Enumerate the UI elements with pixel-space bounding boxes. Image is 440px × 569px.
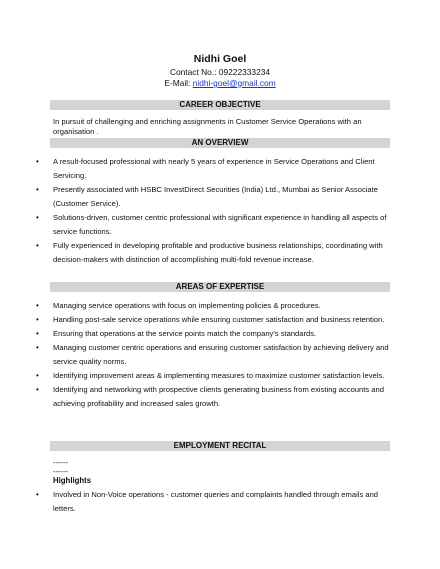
- placeholder-dashes: ------: [53, 458, 69, 467]
- email-label: E-Mail:: [164, 78, 193, 88]
- list-item-text: Identifying and networking with prospective clients generating business from existing accounts and achieving profitability and increased sales growth.: [53, 385, 384, 408]
- overview-list: [0, 155, 390, 267]
- highlights-label: Highlights: [53, 476, 92, 485]
- bullet-icon: •: [36, 315, 39, 324]
- bullet-icon: •: [36, 213, 39, 222]
- bullet-icon: •: [36, 385, 39, 394]
- list-item: [0, 299, 390, 313]
- list-item: [0, 239, 390, 267]
- list-item: [0, 155, 390, 183]
- career-objective-heading: CAREER OBJECTIVE: [50, 100, 390, 110]
- bullet-icon: •: [36, 371, 39, 380]
- list-item-text: Ensuring that operations at the service points match the company's standards.: [53, 329, 317, 338]
- list-item-text: Managing service operations with focus on implementing policies & procedures.: [53, 301, 321, 310]
- placeholder-dashes: ------: [53, 467, 69, 476]
- list-item-text: Fully experienced in developing profitable and productive business relationships, coordinating with decision-makers with distinction of accomplishing multi-fold revenue increase.: [53, 241, 383, 264]
- employment-heading: EMPLOYMENT RECITAL: [50, 441, 390, 451]
- bullet-icon: •: [36, 157, 39, 166]
- list-item: [0, 327, 390, 341]
- list-item-text: Presently associated with HSBC InvestDirect Securities (India) Ltd., Mumbai as Senior Associate (Customer Service).: [53, 185, 378, 208]
- list-item: [0, 211, 390, 239]
- overview-heading: AN OVERVIEW: [50, 138, 390, 148]
- email-link[interactable]: nidhi-goel@gmail.com: [192, 78, 276, 88]
- candidate-name: Nidhi Goel: [193, 53, 247, 65]
- contact-number: Contact No.: 09222333234: [169, 67, 271, 77]
- list-item: [0, 313, 390, 327]
- bullet-icon: •: [36, 301, 39, 310]
- list-item: [0, 383, 390, 411]
- career-objective-text: In pursuit of challenging and enriching assignments in Customer Service Operations with an organisation .: [53, 117, 362, 137]
- bullet-icon: •: [36, 490, 39, 499]
- list-item: [0, 369, 390, 383]
- list-item-text: Solutions-driven, customer centric professional with significant experience in handling all aspects of service functions.: [53, 213, 387, 236]
- bullet-icon: •: [36, 241, 39, 250]
- list-item: [0, 183, 390, 211]
- bullet-icon: •: [36, 343, 39, 352]
- expertise-heading: AREAS OF EXPERTISE: [50, 282, 390, 292]
- list-item-text: Involved in Non-Voice operations - customer queries and complaints handled through emails and letters.: [53, 490, 379, 513]
- list-item-text: Identifying improvement areas & implementing measures to maximize customer satisfaction levels.: [53, 371, 385, 380]
- list-item-text: Managing customer centric operations and ensuring customer satisfaction by achieving delivery and service quality norms.: [53, 343, 389, 366]
- list-item-text: Handling post-sale service operations while ensuring customer satisfaction and business retention.: [53, 315, 385, 324]
- bullet-icon: •: [36, 329, 39, 338]
- list-item-text: A result-focused professional with nearly 5 years of experience in Service Operations and Client Servicing.: [53, 157, 375, 180]
- employment-list: [0, 488, 390, 516]
- list-item: [0, 341, 390, 369]
- list-item: [0, 488, 390, 516]
- expertise-list: [0, 299, 390, 411]
- email-line: [0, 78, 440, 88]
- bullet-icon: •: [36, 185, 39, 194]
